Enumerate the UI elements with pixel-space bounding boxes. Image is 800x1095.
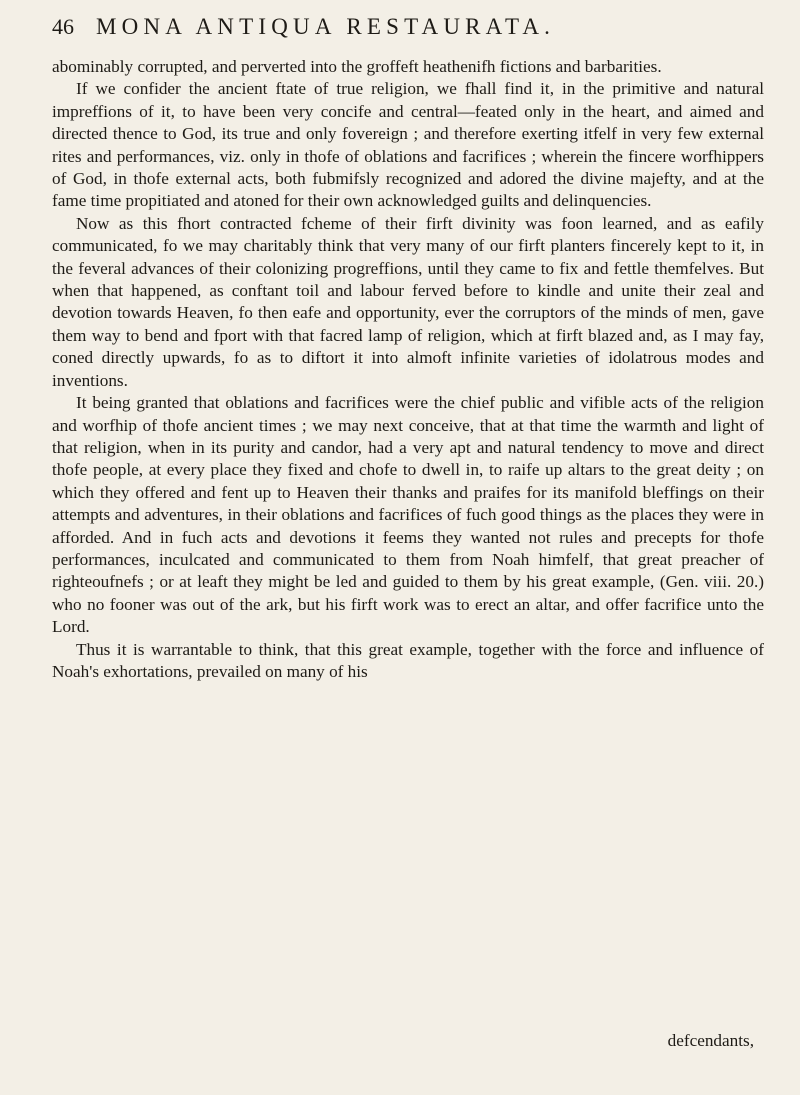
paragraph: If we confider the ancient ftate of true religion, we fhall find it, in the primitive and natural impreffions of it, to have been very concife and central—feated only in the heart, and aimed and directed thence to God, its true and only fovereign ; and therefore exerting itfelf in very few external rites and performances, viz. only in thofe of oblations and facrifices ; wherein the fincere worfhippers of God, in thofe external acts, both fubmifsly recognized and adored the divine majefty, and at the fame time propitiated and atoned for their own acknowledged guilts and delinquencies. [52, 79, 764, 211]
paragraph: Thus it is warrantable to think, that this great example, together with the force and influence of Noah's exhortations, prevailed on many of his [52, 639, 764, 681]
running-title: MONA ANTIQUA RESTAURATA. [96, 14, 556, 39]
paragraph-continuation: abominably corrupted, and perverted into the groffeft heathenifh fictions and barbarities. [52, 57, 662, 76]
page-number: 46 [52, 14, 74, 39]
text-body [52, 56, 764, 683]
page-header [52, 14, 760, 54]
paragraph: It being granted that oblations and facrifices were the chief public and vifible acts of the religion and worfhip of thofe ancient times ; we may next conceive, that at that time the warmth and light of that religion, when in its purity and candor, had a very apt and natural tendency to move and direct thofe people, at every place they fixed and chofe to dwell in, to raife up altars to the great deity ; on which they offered and fent up to Heaven their thanks and praifes for its manifold bleffings on their attempts and adventures, in their oblations and facrifices of fuch good things as the places they were in afforded. And in fuch acts and devotions it feems they wanted not rules and precepts for thofe performances, inculcated and communicated to them from Noah himfelf, that great preacher of righteoufnefs ; or at leaft they might be led and guided to them by his great example, (Gen. viii. 20.) who no fooner was out of the ark, but his firft work was to erect an altar, and offer facrifice unto the Lord. [52, 393, 764, 637]
paragraph: Now as this fhort contracted fcheme of their firft divinity was foon learned, and as eafily communicated, fo we may charitably think that very many of our firft planters fincerely kept to it, in the feveral advances of their colonizing progreffions, until they came to fix and fettle themfelves. But when that happened, as conftant toil and labour ferved before to kindle and unite their zeal and devotion towards Heaven, fo then eafe and opportunity, ever the corruptors of the minds of men, gave them way to bend and fport with that facred lamp of religion, which at firft blazed and, as I may fay, coned directly upwards, fo as to diftort it into almoft infinite varieties of idolatrous modes and inventions. [52, 213, 764, 390]
catchword: defcendants, [667, 1031, 754, 1050]
